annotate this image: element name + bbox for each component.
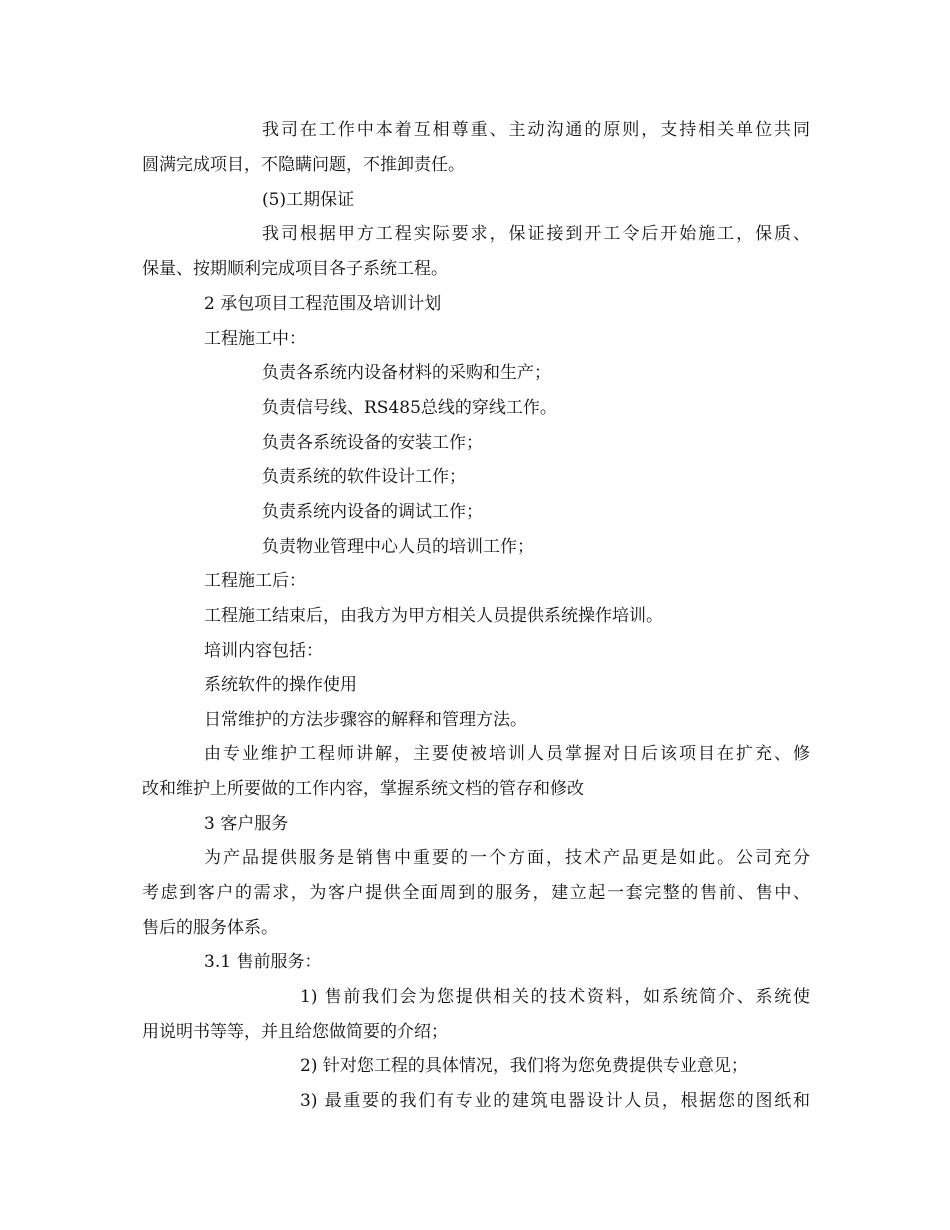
paragraph-line: 售后的服务体系。: [142, 918, 278, 938]
list-item: 1) 售前我们会为您提供相关的技术资料，如系统简介、系统使: [300, 987, 810, 1007]
list-item: 负责各系统设备的安装工作；: [262, 433, 483, 453]
paragraph-line: 由专业维护工程师讲解，主要使被培训人员掌握对日后该项目在扩充、修: [204, 744, 810, 764]
subheading: 工程施工中：: [204, 329, 306, 349]
paragraph-line: 保量、按期顺利完成项目各子系统工程。: [142, 259, 448, 279]
paragraph-line: 培训内容包括：: [204, 641, 323, 661]
paragraph-line: 系统软件的操作使用: [204, 675, 357, 695]
section-heading: 3 客户服务: [204, 814, 289, 834]
list-item: 负责物业管理中心人员的培训工作；: [262, 537, 534, 557]
paragraph-line: 我司在工作中本着互相尊重、主动沟通的原则，支持相关单位共同: [262, 120, 810, 140]
list-item: 负责系统的软件设计工作；: [262, 467, 466, 487]
section-heading: (5)工期保证: [262, 190, 355, 210]
paragraph-line: 用说明书等等，并且给您做简要的介绍；: [142, 1022, 448, 1042]
list-item: 负责各系统内设备材料的采购和生产；: [262, 363, 551, 383]
list-item: 2) 针对您工程的具体情况，我们将为您免费提供专业意见；: [300, 1056, 748, 1076]
section-heading: 2 承包项目工程范围及培训计划: [204, 294, 442, 314]
list-item: 负责信号线、RS485总线的穿线工作。: [262, 398, 557, 418]
paragraph-line: 改和维护上所要做的工作内容，掌握系统文档的管存和修改: [142, 779, 584, 799]
paragraph-line: 我司根据甲方工程实际要求，保证接到开工令后开始施工，保质、: [262, 224, 810, 244]
list-item: 负责系统内设备的调试工作；: [262, 502, 483, 522]
section-heading: 3.1 售前服务：: [204, 952, 322, 972]
paragraph-line: 日常维护的方法步骤容的解释和管理方法。: [204, 710, 527, 730]
list-item: 3) 最重要的我们有专业的建筑电器设计人员，根据您的图纸和: [300, 1091, 810, 1111]
subheading: 工程施工后：: [204, 571, 306, 591]
paragraph-line: 圆满完成项目，不隐瞒问题，不推卸责任。: [142, 155, 465, 175]
paragraph-line: 考虑到客户的需求，为客户提供全面周到的服务，建立起一套完整的售前、售中、: [142, 883, 810, 903]
paragraph-line: 工程施工结束后，由我方为甲方相关人员提供系统操作培训。: [204, 606, 663, 626]
paragraph-line: 为产品提供服务是销售中重要的一个方面，技术产品更是如此。公司充分: [204, 848, 810, 868]
